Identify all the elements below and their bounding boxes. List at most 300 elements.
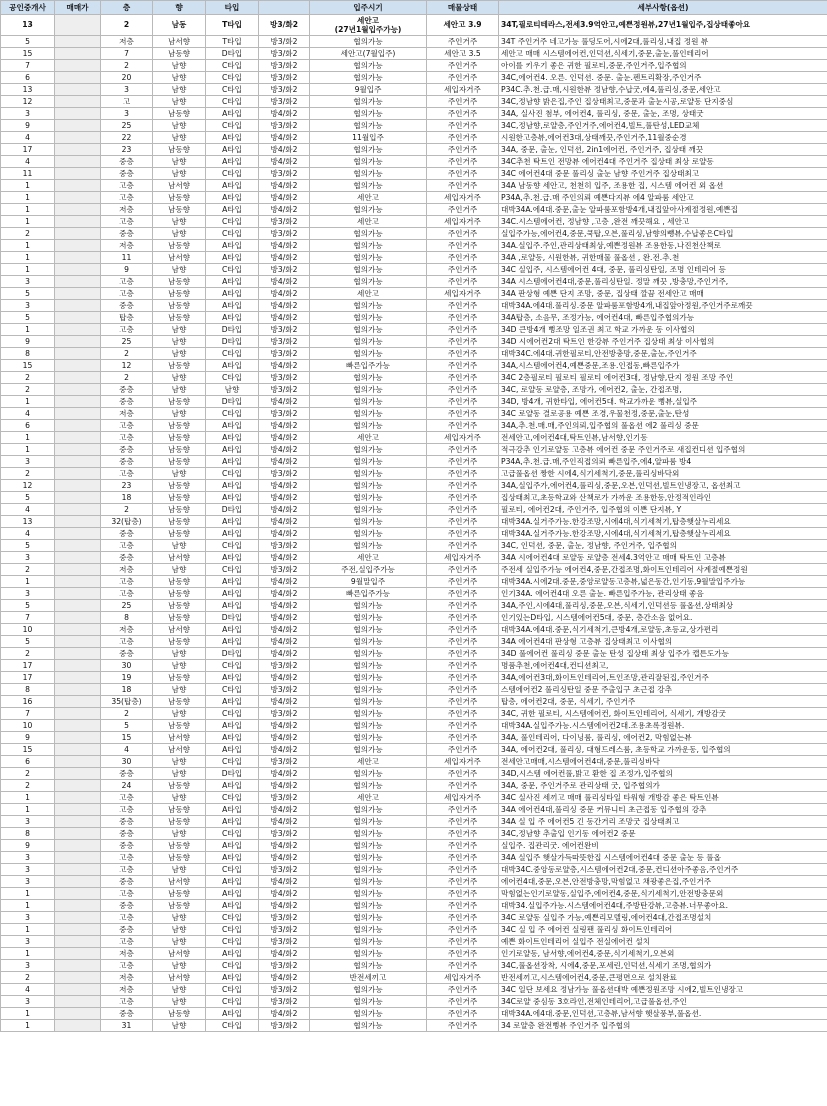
- price-cell[interactable]: [55, 564, 101, 576]
- status-cell[interactable]: 주인거주: [427, 156, 499, 168]
- price-cell[interactable]: [55, 588, 101, 600]
- type-cell[interactable]: D타입: [206, 768, 259, 780]
- status-cell[interactable]: 주인거주: [427, 72, 499, 84]
- details-cell[interactable]: 34A탑층, 소음무, 조정가능, 에어컨4대, 빠른입주협의가능: [499, 312, 827, 324]
- rooms-cell[interactable]: 방4/화2: [259, 276, 310, 288]
- rooms-cell[interactable]: 방4/화2: [259, 588, 310, 600]
- header-rooms[interactable]: [259, 1, 310, 15]
- rooms-cell[interactable]: 방4/화2: [259, 492, 310, 504]
- status-cell[interactable]: 주인거주: [427, 408, 499, 420]
- agency-cell[interactable]: 8: [1, 348, 55, 360]
- rooms-cell[interactable]: 방3/화2: [259, 468, 310, 480]
- status-cell[interactable]: 세입자거주: [427, 972, 499, 984]
- movein-cell[interactable]: 협의가능: [310, 924, 427, 936]
- floor-cell[interactable]: 고: [101, 96, 153, 108]
- status-cell[interactable]: 주인거주: [427, 204, 499, 216]
- type-cell[interactable]: C타입: [206, 996, 259, 1008]
- header-direction[interactable]: 향: [153, 1, 206, 15]
- rooms-cell[interactable]: 방3/화2: [259, 924, 310, 936]
- type-cell[interactable]: C타입: [206, 828, 259, 840]
- status-cell[interactable]: 세안고 3.9: [427, 15, 499, 36]
- status-cell[interactable]: 주인거주: [427, 180, 499, 192]
- details-cell[interactable]: P34C.추.천.급.매,시원한뷰 정남향,수납굿,에4,풀리싱,중문,세안고: [499, 84, 827, 96]
- rooms-cell[interactable]: 방3/화2: [259, 168, 310, 180]
- price-cell[interactable]: [55, 876, 101, 888]
- movein-cell[interactable]: 빠른입주가능: [310, 360, 427, 372]
- movein-cell[interactable]: 협의가능: [310, 204, 427, 216]
- status-cell[interactable]: 주인거주: [427, 996, 499, 1008]
- agency-cell[interactable]: 17: [1, 144, 55, 156]
- status-cell[interactable]: 주인거주: [427, 876, 499, 888]
- price-cell[interactable]: [55, 420, 101, 432]
- price-cell[interactable]: [55, 516, 101, 528]
- price-cell[interactable]: [55, 1008, 101, 1020]
- status-cell[interactable]: 주인거주: [427, 612, 499, 624]
- movein-cell[interactable]: 협의가능: [310, 528, 427, 540]
- type-cell[interactable]: A타입: [206, 132, 259, 144]
- movein-cell[interactable]: 협의가능: [310, 936, 427, 948]
- price-cell[interactable]: [55, 192, 101, 204]
- rooms-cell[interactable]: 방3/화2: [259, 72, 310, 84]
- direction-cell[interactable]: 남동향: [153, 612, 206, 624]
- type-cell[interactable]: A타입: [206, 672, 259, 684]
- movein-cell[interactable]: 협의가능: [310, 276, 427, 288]
- floor-cell[interactable]: 고층: [101, 804, 153, 816]
- details-cell[interactable]: 대박34C.에4대.귀한필로티,안전방충망,중문,출눈,주인거주: [499, 348, 827, 360]
- price-cell[interactable]: [55, 180, 101, 192]
- floor-cell[interactable]: 중층: [101, 396, 153, 408]
- price-cell[interactable]: [55, 948, 101, 960]
- type-cell[interactable]: A타입: [206, 420, 259, 432]
- agency-cell[interactable]: 3: [1, 876, 55, 888]
- movein-cell[interactable]: 협의가능: [310, 984, 427, 996]
- rooms-cell[interactable]: 방4/화2: [259, 600, 310, 612]
- status-cell[interactable]: 주인거주: [427, 300, 499, 312]
- direction-cell[interactable]: 남향: [153, 408, 206, 420]
- agency-cell[interactable]: 2: [1, 972, 55, 984]
- price-cell[interactable]: [55, 984, 101, 996]
- header-status[interactable]: 매물상태: [427, 1, 499, 15]
- floor-cell[interactable]: 중층: [101, 300, 153, 312]
- agency-cell[interactable]: 1: [1, 396, 55, 408]
- details-cell[interactable]: 34A,실입주가,에어컨4,풀리싱,중문,오븐,인덕션,빌트인냉장고, 옵션최고: [499, 480, 827, 492]
- rooms-cell[interactable]: 방4/화2: [259, 972, 310, 984]
- rooms-cell[interactable]: 방4/화2: [259, 108, 310, 120]
- movein-cell[interactable]: 세안고: [310, 756, 427, 768]
- movein-cell[interactable]: 협의가능: [310, 516, 427, 528]
- rooms-cell[interactable]: 방4/화2: [259, 180, 310, 192]
- header-details[interactable]: 세부사항(옵션): [499, 1, 827, 15]
- floor-cell[interactable]: 중층: [101, 1008, 153, 1020]
- type-cell[interactable]: C타입: [206, 936, 259, 948]
- movein-cell[interactable]: 세안고 (27년1월입주가능): [310, 15, 427, 36]
- details-cell[interactable]: 실입주가능,에어컨4,중문,쿡탑,오븐,풀리싱,남향의뺑뷰,수납좋은C타입: [499, 228, 827, 240]
- floor-cell[interactable]: 25: [101, 600, 153, 612]
- details-cell[interactable]: 세안고 매매 시스템에어컨,인덕션,식세기,중문,출눈,풀인테리어: [499, 48, 827, 60]
- floor-cell[interactable]: 2: [101, 348, 153, 360]
- movein-cell[interactable]: 빠른입주가능: [310, 588, 427, 600]
- type-cell[interactable]: C타입: [206, 120, 259, 132]
- status-cell[interactable]: 주인거주: [427, 60, 499, 72]
- rooms-cell[interactable]: 방3/화2: [259, 660, 310, 672]
- direction-cell[interactable]: 남향: [153, 756, 206, 768]
- movein-cell[interactable]: 협의가능: [310, 312, 427, 324]
- floor-cell[interactable]: 고층: [101, 936, 153, 948]
- floor-cell[interactable]: 저층: [101, 36, 153, 48]
- type-cell[interactable]: A타입: [206, 204, 259, 216]
- details-cell[interactable]: 대박34.실입주가능.시스템에어컨4대,주방탄강뷰,고층뷰.너무좋아요.: [499, 900, 827, 912]
- floor-cell[interactable]: 18: [101, 684, 153, 696]
- details-cell[interactable]: 34T,필로티테라스,전세3.9억안고,예쁜정원뷰,27년1월입주,집상태좋아요: [499, 15, 827, 36]
- rooms-cell[interactable]: 방4/화2: [259, 240, 310, 252]
- status-cell[interactable]: 주인거주: [427, 420, 499, 432]
- type-cell[interactable]: A타입: [206, 1008, 259, 1020]
- agency-cell[interactable]: 1: [1, 576, 55, 588]
- movein-cell[interactable]: 협의가능: [310, 480, 427, 492]
- type-cell[interactable]: C타입: [206, 264, 259, 276]
- movein-cell[interactable]: 9월말입주: [310, 576, 427, 588]
- floor-cell[interactable]: 8: [101, 612, 153, 624]
- type-cell[interactable]: T타입: [206, 36, 259, 48]
- agency-cell[interactable]: 1: [1, 1008, 55, 1020]
- details-cell[interactable]: 스템에어컨2 풀리싱탄일 중문 주출입구 초근접 강추: [499, 684, 827, 696]
- floor-cell[interactable]: 9: [101, 264, 153, 276]
- floor-cell[interactable]: 20: [101, 72, 153, 84]
- type-cell[interactable]: A타입: [206, 948, 259, 960]
- status-cell[interactable]: 세안고 3.5: [427, 48, 499, 60]
- price-cell[interactable]: [55, 348, 101, 360]
- agency-cell[interactable]: 12: [1, 480, 55, 492]
- movein-cell[interactable]: 협의가능: [310, 612, 427, 624]
- agency-cell[interactable]: 5: [1, 540, 55, 552]
- details-cell[interactable]: 아이를 키우기 좋은 귀한 필로티,중문,주인거주,입주협의: [499, 60, 827, 72]
- status-cell[interactable]: 주인거주: [427, 168, 499, 180]
- details-cell[interactable]: 집상태최고,초등학교와 산책로가 가까운 조용한동,안정적인라인: [499, 492, 827, 504]
- agency-cell[interactable]: 2: [1, 768, 55, 780]
- status-cell[interactable]: 주인거주: [427, 360, 499, 372]
- rooms-cell[interactable]: 방3/화2: [259, 996, 310, 1008]
- direction-cell[interactable]: 남동향: [153, 456, 206, 468]
- rooms-cell[interactable]: 방4/화2: [259, 360, 310, 372]
- direction-cell[interactable]: 남동향: [153, 900, 206, 912]
- rooms-cell[interactable]: 방3/화2: [259, 960, 310, 972]
- rooms-cell[interactable]: 방4/화2: [259, 504, 310, 516]
- details-cell[interactable]: 34A,주인,시에4대,풀리싱,중문,오븐,식세기,인덕션등 풀옵션,상태최상: [499, 600, 827, 612]
- movein-cell[interactable]: 협의가능: [310, 60, 427, 72]
- direction-cell[interactable]: 남향: [153, 336, 206, 348]
- status-cell[interactable]: 세입자거주: [427, 792, 499, 804]
- details-cell[interactable]: 34C 실 입 주 에어컨 실링팬 풀리싱 화이트인테리어: [499, 924, 827, 936]
- price-cell[interactable]: [55, 864, 101, 876]
- status-cell[interactable]: 주인거주: [427, 528, 499, 540]
- agency-cell[interactable]: 1: [1, 324, 55, 336]
- price-cell[interactable]: [55, 396, 101, 408]
- floor-cell[interactable]: 23: [101, 480, 153, 492]
- details-cell[interactable]: 34D,시스템 에어컨풀,밝고 환한 집 조정가,입주협의: [499, 768, 827, 780]
- rooms-cell[interactable]: 방4/화2: [259, 576, 310, 588]
- agency-cell[interactable]: 1: [1, 180, 55, 192]
- movein-cell[interactable]: 협의가능: [310, 396, 427, 408]
- type-cell[interactable]: C타입: [206, 912, 259, 924]
- type-cell[interactable]: C타입: [206, 984, 259, 996]
- price-cell[interactable]: [55, 540, 101, 552]
- agency-cell[interactable]: 10: [1, 624, 55, 636]
- floor-cell[interactable]: 중층: [101, 900, 153, 912]
- direction-cell[interactable]: 남동향: [153, 144, 206, 156]
- details-cell[interactable]: 34A 시에어컨4대 로얄동 로얄층 전세4.3억안고 매매 탁트인 고층뷰: [499, 552, 827, 564]
- direction-cell[interactable]: 남동향: [153, 600, 206, 612]
- agency-cell[interactable]: 1: [1, 900, 55, 912]
- direction-cell[interactable]: 남동향: [153, 636, 206, 648]
- type-cell[interactable]: C타입: [206, 72, 259, 84]
- price-cell[interactable]: [55, 720, 101, 732]
- floor-cell[interactable]: 고층: [101, 468, 153, 480]
- status-cell[interactable]: 주인거주: [427, 696, 499, 708]
- floor-cell[interactable]: 저층: [101, 972, 153, 984]
- direction-cell[interactable]: 남향: [153, 828, 206, 840]
- details-cell[interactable]: 전세안고매매,시스템에어컨4대,중문,풀리싱바닥: [499, 756, 827, 768]
- rooms-cell[interactable]: 방4/화2: [259, 696, 310, 708]
- floor-cell[interactable]: 2: [101, 60, 153, 72]
- movein-cell[interactable]: 협의가능: [310, 348, 427, 360]
- price-cell[interactable]: [55, 888, 101, 900]
- movein-cell[interactable]: 협의가능: [310, 864, 427, 876]
- agency-cell[interactable]: 11: [1, 168, 55, 180]
- rooms-cell[interactable]: 방4/화2: [259, 636, 310, 648]
- status-cell[interactable]: 주인거주: [427, 636, 499, 648]
- type-cell[interactable]: C타입: [206, 1020, 259, 1032]
- direction-cell[interactable]: 남동향: [153, 804, 206, 816]
- details-cell[interactable]: 34A.실입주.주인,관리상태최상,예쁜정원뷰 조용한동,나진천산책로: [499, 240, 827, 252]
- direction-cell[interactable]: 남향: [153, 468, 206, 480]
- rooms-cell[interactable]: 방4/화2: [259, 840, 310, 852]
- direction-cell[interactable]: 남향: [153, 864, 206, 876]
- details-cell[interactable]: 34C,에어컨4. 오른. 인덕션. 중문. 출눈.펜트리확장,주인거주: [499, 72, 827, 84]
- details-cell[interactable]: 인기로얄동, 남서향,에어컨4,중문,식기세척기,오븐외: [499, 948, 827, 960]
- direction-cell[interactable]: 남향: [153, 792, 206, 804]
- floor-cell[interactable]: 2: [101, 708, 153, 720]
- rooms-cell[interactable]: 방4/화2: [259, 744, 310, 756]
- direction-cell[interactable]: 남동향: [153, 48, 206, 60]
- type-cell[interactable]: D타입: [206, 336, 259, 348]
- type-cell[interactable]: A타입: [206, 516, 259, 528]
- status-cell[interactable]: 주인거주: [427, 132, 499, 144]
- details-cell[interactable]: 34C 실입주, 시스템에어컨 4대, 중문, 풀리싱탄일, 조명 인테리어 등: [499, 264, 827, 276]
- rooms-cell[interactable]: 방4/화2: [259, 252, 310, 264]
- direction-cell[interactable]: 남동향: [153, 720, 206, 732]
- agency-cell[interactable]: 1: [1, 444, 55, 456]
- agency-cell[interactable]: 4: [1, 156, 55, 168]
- direction-cell[interactable]: 남서향: [153, 36, 206, 48]
- rooms-cell[interactable]: 방4/화2: [259, 132, 310, 144]
- price-cell[interactable]: [55, 792, 101, 804]
- details-cell[interactable]: 34C 에어컨4대 중문 풀리싱 출눈 남향 주인거주 집상태최고: [499, 168, 827, 180]
- price-cell[interactable]: [55, 108, 101, 120]
- status-cell[interactable]: 주인거주: [427, 492, 499, 504]
- floor-cell[interactable]: 저층: [101, 408, 153, 420]
- direction-cell[interactable]: 남서향: [153, 552, 206, 564]
- movein-cell[interactable]: 협의가능: [310, 108, 427, 120]
- floor-cell[interactable]: 30: [101, 756, 153, 768]
- type-cell[interactable]: A타입: [206, 804, 259, 816]
- price-cell[interactable]: [55, 768, 101, 780]
- agency-cell[interactable]: 4: [1, 528, 55, 540]
- floor-cell[interactable]: 중층: [101, 384, 153, 396]
- status-cell[interactable]: 주인거주: [427, 564, 499, 576]
- type-cell[interactable]: A타입: [206, 600, 259, 612]
- price-cell[interactable]: [55, 264, 101, 276]
- direction-cell[interactable]: 남동: [153, 15, 206, 36]
- rooms-cell[interactable]: 방4/화2: [259, 780, 310, 792]
- price-cell[interactable]: [55, 672, 101, 684]
- status-cell[interactable]: 주인거주: [427, 516, 499, 528]
- rooms-cell[interactable]: 방4/화2: [259, 876, 310, 888]
- details-cell[interactable]: 대박34C.중앙동로얄층,시스템에어컨2대,중문,컨디션아주좋음,주인거주: [499, 864, 827, 876]
- price-cell[interactable]: [55, 936, 101, 948]
- status-cell[interactable]: 세입자거주: [427, 756, 499, 768]
- status-cell[interactable]: 주인거주: [427, 708, 499, 720]
- type-cell[interactable]: D타입: [206, 396, 259, 408]
- details-cell[interactable]: 34D 풀에어컨 풀리싱 중문 출눈 탄성 집상태 최상 입주가 캡튼도가능: [499, 648, 827, 660]
- floor-cell[interactable]: 중층: [101, 444, 153, 456]
- status-cell[interactable]: 주인거주: [427, 780, 499, 792]
- movein-cell[interactable]: 협의가능: [310, 228, 427, 240]
- details-cell[interactable]: 34A, 중문, 주인거주로 관리상태 굿, 입주협의가: [499, 780, 827, 792]
- rooms-cell[interactable]: 방4/화2: [259, 516, 310, 528]
- status-cell[interactable]: 주인거주: [427, 684, 499, 696]
- floor-cell[interactable]: 3: [101, 84, 153, 96]
- floor-cell[interactable]: 중층: [101, 156, 153, 168]
- agency-cell[interactable]: 15: [1, 360, 55, 372]
- agency-cell[interactable]: 7: [1, 708, 55, 720]
- status-cell[interactable]: 주인거주: [427, 816, 499, 828]
- direction-cell[interactable]: 남동향: [153, 312, 206, 324]
- direction-cell[interactable]: 남향: [153, 60, 206, 72]
- direction-cell[interactable]: 남동향: [153, 300, 206, 312]
- floor-cell[interactable]: 저층: [101, 948, 153, 960]
- status-cell[interactable]: 주인거주: [427, 468, 499, 480]
- agency-cell[interactable]: 8: [1, 828, 55, 840]
- agency-cell[interactable]: 4: [1, 408, 55, 420]
- type-cell[interactable]: A타입: [206, 528, 259, 540]
- direction-cell[interactable]: 남향: [153, 84, 206, 96]
- status-cell[interactable]: 주인거주: [427, 624, 499, 636]
- direction-cell[interactable]: 남동향: [153, 108, 206, 120]
- rooms-cell[interactable]: 방3/화2: [259, 792, 310, 804]
- rooms-cell[interactable]: 방3/화2: [259, 384, 310, 396]
- price-cell[interactable]: [55, 288, 101, 300]
- direction-cell[interactable]: 남향: [153, 384, 206, 396]
- agency-cell[interactable]: 17: [1, 660, 55, 672]
- type-cell[interactable]: C타입: [206, 660, 259, 672]
- direction-cell[interactable]: 남향: [153, 648, 206, 660]
- agency-cell[interactable]: 5: [1, 600, 55, 612]
- status-cell[interactable]: 주인거주: [427, 252, 499, 264]
- status-cell[interactable]: 세입자거주: [427, 192, 499, 204]
- direction-cell[interactable]: 남동향: [153, 360, 206, 372]
- direction-cell[interactable]: 남향: [153, 216, 206, 228]
- rooms-cell[interactable]: 방4/화2: [259, 852, 310, 864]
- rooms-cell[interactable]: 방4/화2: [259, 888, 310, 900]
- agency-cell[interactable]: 1: [1, 792, 55, 804]
- agency-cell[interactable]: 3: [1, 912, 55, 924]
- status-cell[interactable]: 주인거주: [427, 828, 499, 840]
- floor-cell[interactable]: 중층: [101, 228, 153, 240]
- floor-cell[interactable]: 저층: [101, 564, 153, 576]
- agency-cell[interactable]: 5: [1, 288, 55, 300]
- rooms-cell[interactable]: 방4/화2: [259, 1008, 310, 1020]
- direction-cell[interactable]: 남동향: [153, 480, 206, 492]
- price-cell[interactable]: [55, 756, 101, 768]
- type-cell[interactable]: A타입: [206, 492, 259, 504]
- direction-cell[interactable]: 남동향: [153, 576, 206, 588]
- movein-cell[interactable]: 협의가능: [310, 696, 427, 708]
- direction-cell[interactable]: 남서향: [153, 624, 206, 636]
- price-cell[interactable]: [55, 84, 101, 96]
- header-agency[interactable]: 공인중개사: [1, 1, 55, 15]
- status-cell[interactable]: 주인거주: [427, 108, 499, 120]
- direction-cell[interactable]: 남동향: [153, 420, 206, 432]
- details-cell[interactable]: 34D, 방4개, 귀한타입, 에어컨5대. 학교가까운 뻥뷰,실입주: [499, 396, 827, 408]
- movein-cell[interactable]: 협의가능: [310, 804, 427, 816]
- movein-cell[interactable]: 세안고: [310, 192, 427, 204]
- agency-cell[interactable]: 3: [1, 456, 55, 468]
- status-cell[interactable]: 주인거주: [427, 96, 499, 108]
- floor-cell[interactable]: 2: [101, 504, 153, 516]
- header-floor[interactable]: 층: [101, 1, 153, 15]
- rooms-cell[interactable]: 방4/화2: [259, 732, 310, 744]
- agency-cell[interactable]: 1: [1, 216, 55, 228]
- type-cell[interactable]: A타입: [206, 240, 259, 252]
- details-cell[interactable]: 34C 일단 보세요 정남가능 풀옵션대박 예쁜정원조망 시에2,빌트인냉장고: [499, 984, 827, 996]
- type-cell[interactable]: C타입: [206, 60, 259, 72]
- agency-cell[interactable]: 13: [1, 15, 55, 36]
- movein-cell[interactable]: 협의가능: [310, 624, 427, 636]
- price-cell[interactable]: [55, 576, 101, 588]
- agency-cell[interactable]: 2: [1, 228, 55, 240]
- details-cell[interactable]: 반전세끼고,시스템에어컨4,중문,큰평면으로 설치완료: [499, 972, 827, 984]
- status-cell[interactable]: 주인거주: [427, 924, 499, 936]
- price-cell[interactable]: [55, 996, 101, 1008]
- agency-cell[interactable]: 5: [1, 492, 55, 504]
- price-cell[interactable]: [55, 15, 101, 36]
- movein-cell[interactable]: 협의가능: [310, 492, 427, 504]
- movein-cell[interactable]: 세안고: [310, 432, 427, 444]
- direction-cell[interactable]: 남향: [153, 684, 206, 696]
- status-cell[interactable]: 주인거주: [427, 384, 499, 396]
- type-cell[interactable]: A타입: [206, 720, 259, 732]
- movein-cell[interactable]: 협의가능: [310, 816, 427, 828]
- price-cell[interactable]: [55, 636, 101, 648]
- movein-cell[interactable]: 협의가능: [310, 876, 427, 888]
- details-cell[interactable]: 대박34A.에4대.중문,식기세척기,큰방4개,로얄동,초등교,상가편리: [499, 624, 827, 636]
- price-cell[interactable]: [55, 684, 101, 696]
- agency-cell[interactable]: 2: [1, 468, 55, 480]
- direction-cell[interactable]: 남동향: [153, 444, 206, 456]
- status-cell[interactable]: 주인거주: [427, 864, 499, 876]
- price-cell[interactable]: [55, 468, 101, 480]
- type-cell[interactable]: A타입: [206, 300, 259, 312]
- type-cell[interactable]: C타입: [206, 348, 259, 360]
- agency-cell[interactable]: 16: [1, 696, 55, 708]
- details-cell[interactable]: 고급풀옵션 짱한 시에4,식기세척기,중문,풀리싱바닥외: [499, 468, 827, 480]
- type-cell[interactable]: A타입: [206, 900, 259, 912]
- direction-cell[interactable]: 남동향: [153, 780, 206, 792]
- movein-cell[interactable]: 협의가능: [310, 324, 427, 336]
- movein-cell[interactable]: 협의가능: [310, 600, 427, 612]
- price-cell[interactable]: [55, 48, 101, 60]
- price-cell[interactable]: [55, 828, 101, 840]
